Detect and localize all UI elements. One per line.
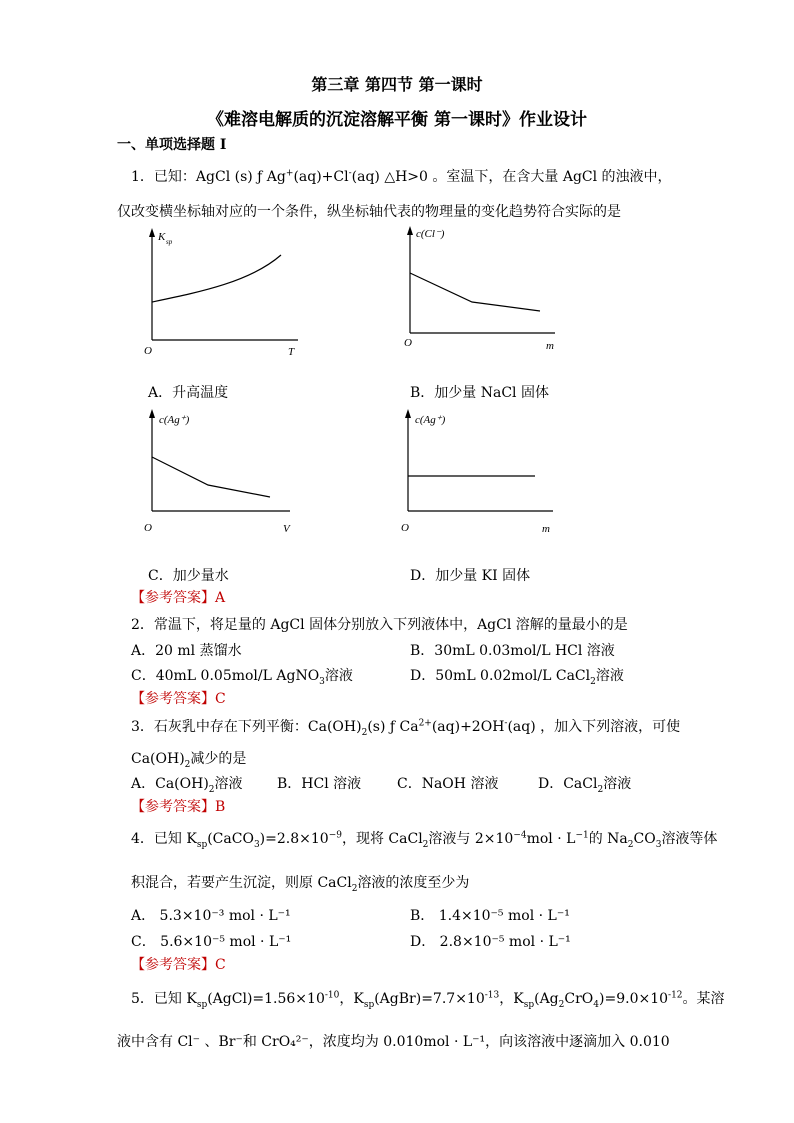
q2-answer: 【参考答案】C — [131, 691, 226, 707]
graph-c-y-arrow — [149, 409, 155, 418]
q3-option-c: C．NaOH 溶液 — [397, 776, 499, 792]
q4-option-b: B． 1.4×10⁻⁵ mol · L⁻¹ — [410, 908, 570, 924]
graph-c-origin: O — [144, 522, 152, 534]
graph-a-curve — [152, 255, 281, 302]
graph-b-xlabel: m — [546, 340, 554, 352]
graph-b-curve — [410, 273, 540, 311]
q3-answer: 【参考答案】B — [131, 799, 226, 815]
graph-b — [400, 225, 565, 355]
q4-option-a: A． 5.3×10⁻³ mol · L⁻¹ — [131, 908, 291, 924]
graph-c-curve — [152, 457, 270, 497]
q1-option-b: B．加少量 NaCl 固体 — [410, 385, 549, 401]
graph-d-xlabel: m — [542, 523, 550, 535]
q3-option-b: B．HCl 溶液 — [277, 776, 362, 792]
q5-stem: 5．已知 $K_{sp}(AgCl)=1.56\times 10^{-10}$，$K_{sp}(AgBr)=7.7\times 10^{-13}$，$K_{sp}(Ag_2CrO_4)=9.0\times 10^{-12}$。某溶 — [131, 990, 725, 1010]
q4-answer: 【参考答案】C — [131, 957, 226, 973]
q2-option-a: A．20 ml 蒸馏水 — [131, 643, 242, 659]
graph-d-origin: O — [401, 522, 409, 534]
q1-stem-line2: 仅改变横坐标轴对应的一个条件，纵坐标轴代表的物理量的变化趋势符合实际的是 — [117, 204, 621, 220]
graph-c-ylabel: c(Ag⁺) — [159, 414, 190, 426]
q3-option-d: D．CaCl$_2$溶液 — [538, 776, 632, 795]
graph-b-origin: O — [404, 337, 412, 349]
graph-d — [398, 407, 563, 542]
q2-option-d: D．50mL 0.02mol/L CaCl$_2$溶液 — [410, 668, 624, 687]
q2-stem: 2．常温下，将足量的 AgCl 固体分别放入下列液体中，AgCl 溶解的量最小的是 — [131, 617, 628, 633]
q5-stem-line2: 液中含有 Cl⁻ 、Br⁻和 CrO₄²⁻，浓度均为 0.010mol · L⁻¹，向该溶液中逐滴加入 0.010 — [117, 1034, 670, 1050]
graph-a-y-arrow — [149, 228, 155, 237]
graph-c — [140, 407, 300, 542]
q2-option-b: B．30mL 0.03mol/L HCl 溶液 — [410, 643, 615, 659]
graph-a-xlabel: T — [288, 346, 295, 358]
graph-d-y-arrow — [405, 409, 411, 418]
q1-stem: 1．已知：AgCl (s) ƒ Ag+(aq)+Cl-(aq) △H>0 。室温下，在含大量 AgCl 的浊液中， — [131, 168, 672, 185]
q4-stem-line2: 积混合，若要产生沉淀，则原 CaCl$_2$溶液的浓度至少为 — [131, 875, 470, 894]
document-title: 《难溶电解质的沉淀溶解平衡 第一课时》作业设计 — [207, 110, 587, 130]
q1-option-c: C．加少量水 — [148, 568, 229, 584]
q3-stem-line2: $Ca(OH)_2$减少的是 — [131, 751, 247, 770]
graph-d-ylabel: c(Ag⁺) — [415, 414, 446, 426]
graph-a — [140, 225, 305, 360]
graph-a-origin: O — [144, 345, 152, 357]
q4-option-c: C． 5.6×10⁻⁵ mol · L⁻¹ — [131, 934, 292, 950]
q1-option-a: A．升高温度 — [148, 385, 229, 401]
chapter-title: 第三章 第四节 第一课时 — [311, 75, 483, 94]
q4-option-d: D． 2.8×10⁻⁵ mol · L⁻¹ — [410, 934, 571, 950]
graph-b-ylabel: c(Cl⁻) — [416, 228, 445, 240]
section-title: 一、单项选择题 I — [117, 137, 227, 153]
graph-b-y-arrow — [407, 226, 413, 235]
q1-answer: 【参考答案】A — [131, 590, 226, 606]
q3-option-a: A．$Ca(OH)_2$溶液 — [131, 776, 243, 795]
q1-option-d: D．加少量 KI 固体 — [410, 568, 531, 584]
graph-a-ysub: sp — [166, 238, 173, 246]
q4-stem: 4．已知 $K_{sp}(CaCO_3)=2.8\times 10^{-9}$，现将 CaCl$_2$溶液与 $2\times 10^{-4}mol \cdot L^{-1}$的 $Na_2CO_3$溶液等体 — [131, 830, 718, 850]
graph-a-ylabel: K — [158, 231, 166, 243]
graph-c-xlabel: V — [283, 523, 290, 535]
q2-option-c: C．40mL 0.05mol/L AgNO$_3$溶液 — [131, 668, 353, 687]
q3-stem: 3．石灰乳中存在下列平衡：$Ca(OH)_2(s)$ ƒ $Ca^{2+}(aq)+2OH^-(aq)$ ，加入下列溶液，可使 — [131, 718, 681, 738]
